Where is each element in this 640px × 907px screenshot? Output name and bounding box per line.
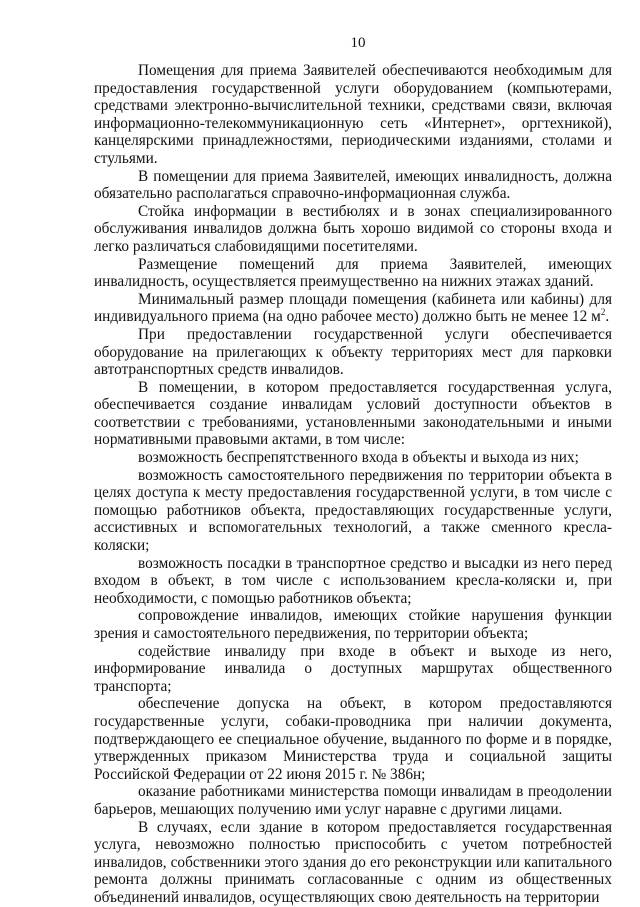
- min-area-end: .: [605, 308, 610, 326]
- min-area-text: Минимальный размер площади помещения (кабинета или кабины) для индивидуального приема (на одно рабочее место) должно быть не менее 12 м: [94, 290, 612, 326]
- page-number: 10: [350, 35, 366, 51]
- list-item-guide-dog: обеспечение допуска на объект, в котором предоставляются государственные услуги, собаки-проводника при наличии документа, подтверждающего ее специальное обучение, выданного по форме и в порядке, утвержденных приказом Министерства труда и социальной защиты Российской Федерации от 22 июня 2015 г. № 386н;: [94, 695, 612, 783]
- list-item-movement: возможность самостоятельного передвижения по территории объекта в целях доступа к месту предоставления государственной услуги, в том числе с помощью работников объекта, предоставляющих государственные услуги, ассистивных и вспомогательных технологий, а также сменного кресла-коляски;: [94, 466, 612, 555]
- min-area-superscript: 2: [600, 307, 606, 318]
- document-body: [94, 62, 612, 907]
- paragraph-accessibility-intro: В помещении, в котором предоставляется государственная услуга, обеспечивается создание инвалидам условий доступности объектов в соответствии с требованиями, установленными законодательными и иными нормативными правовыми актами, в том числе:: [94, 378, 612, 449]
- paragraph-info-desk: Стойка информации в вестибюлях и в зонах специализированного обслуживания инвалидов должна быть хорошо видимой со стороны входа и легко различаться слабовидящими посетителями.: [94, 202, 612, 255]
- list-item-barriers: оказание работниками министерства помощи инвалидам в преодолении барьеров, мешающих получению ими услуг наравне с другими лицами.: [94, 783, 612, 818]
- paragraph-parking: При предоставлении государственной услуги обеспечивается оборудование на прилегающих к объекту территориях мест для парковки автотранспортных средств инвалидов.: [94, 325, 612, 379]
- list-item-entrance: возможность беспрепятственного входа в объекты и выхода из них;: [138, 449, 579, 467]
- paragraph-min-area: [94, 291, 612, 326]
- paragraph-info-service: В помещении для приема Заявителей, имеющих инвалидность, должна обязательно располагаться справочно-информационная служба.: [94, 167, 612, 203]
- list-item-assistance: содействие инвалиду при входе в объект и выходе из него, информирование инвалида о доступных маршрутах общественного транспорта;: [94, 642, 612, 695]
- paragraph-reconstruction: В случаях, если здание в котором предоставляется государственная услуга, невозможно полностью приспособить с учетом потребностей инвалидов, собственники этого здания до его реконструкции или капитального ремонта должны принимать согласованные с одним из общественных объединений инвалидов, осуществляющих свою деятельность на территории: [94, 818, 612, 906]
- list-item-escort: сопровождение инвалидов, имеющих стойкие нарушения функции зрения и самостоятельного передвижения, по территории объекта;: [94, 607, 612, 642]
- paragraph-lower-floors: Размещение помещений для приема Заявителей, имеющих инвалидность, осуществляется преимущественно на нижних этажах зданий.: [94, 255, 612, 291]
- paragraph-premises-equipment: Помещения для приема Заявителей обеспечиваются необходимым для предоставления государственной услуги оборудованием (компьютерами, средствами электронно-вычислительной техники, средствами связи, включая информационно-телекоммуникационную сеть «Интернет», оргтехникой), канцелярскими принадлежностями, периодическими изданиями, столами и стульями.: [94, 62, 612, 167]
- list-item-transport: возможность посадки в транспортное средство и высадки из него перед входом в объект, в том числе с использованием кресла-коляски и, при необходимости, с помощью работников объекта;: [94, 554, 612, 607]
